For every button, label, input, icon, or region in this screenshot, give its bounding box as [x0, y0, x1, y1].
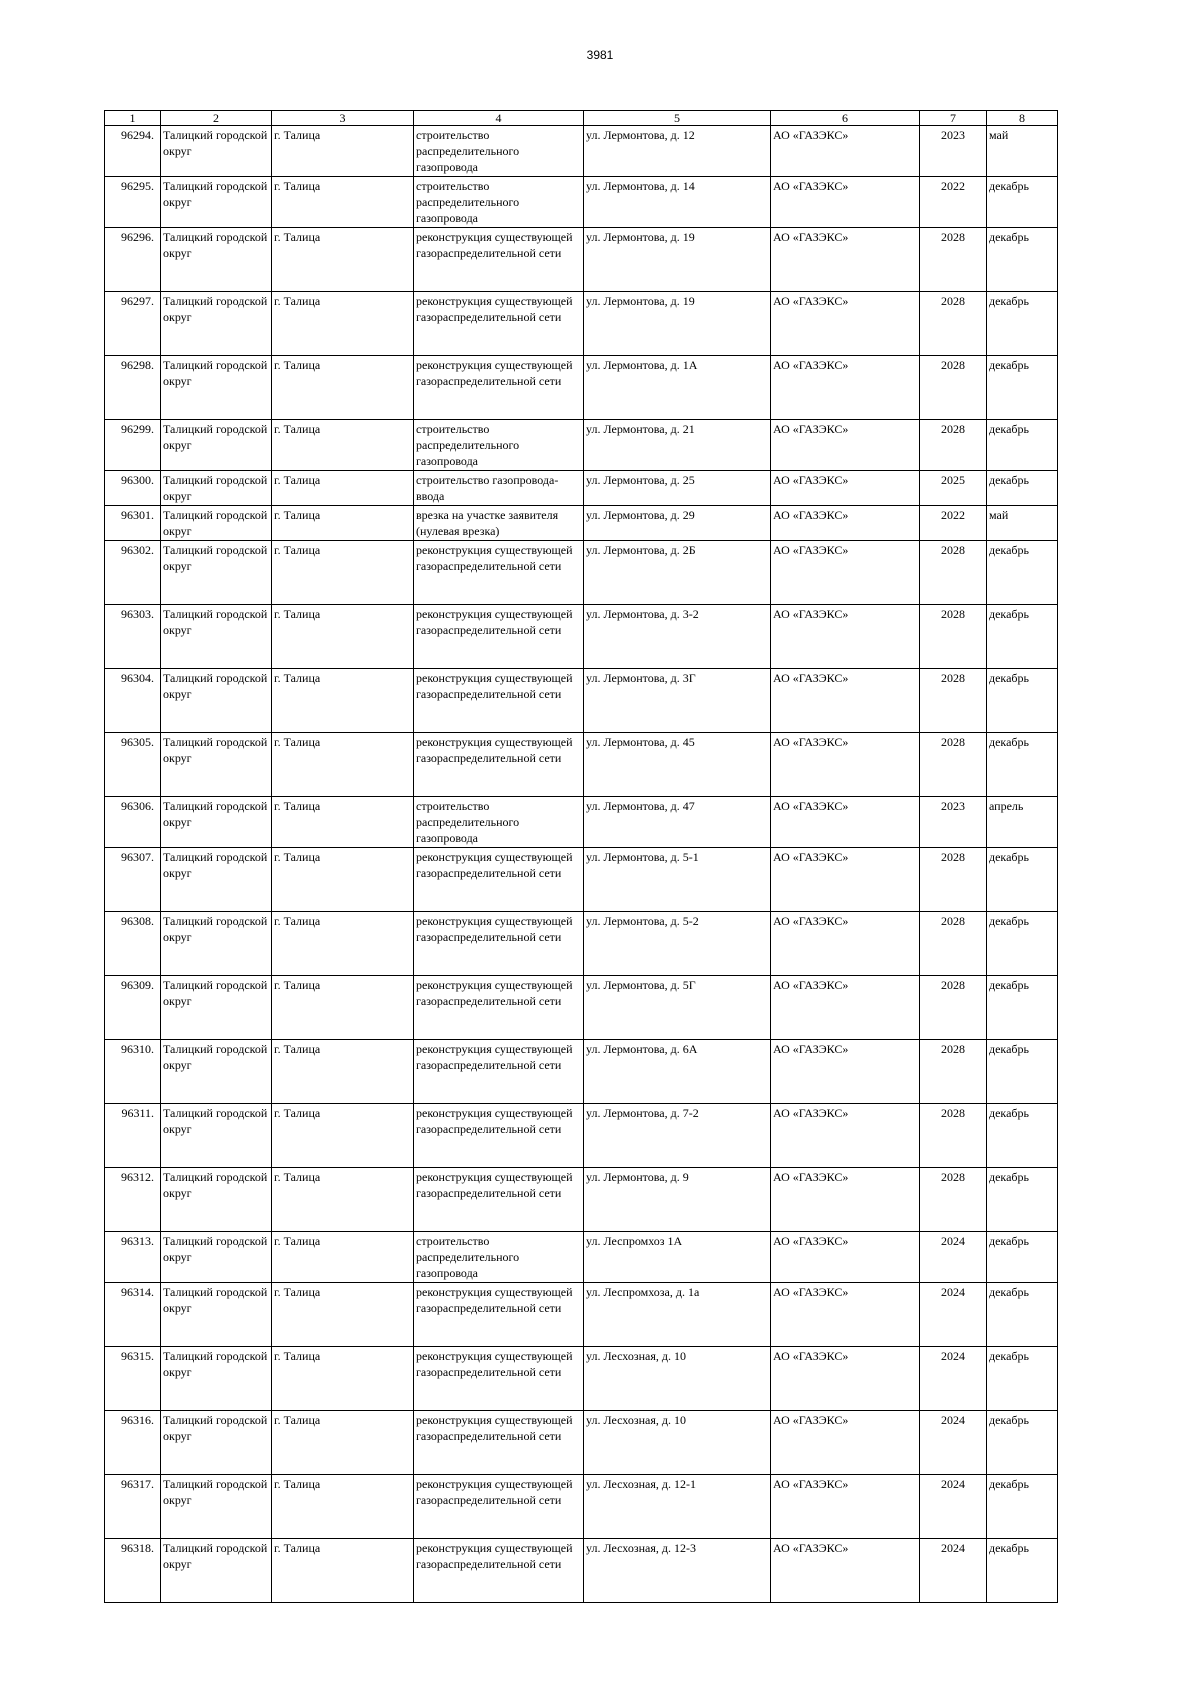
- work-type-cell: строительство распределительного газопровода: [414, 126, 584, 177]
- address-cell: ул. Леспромхоза, д. 1а: [584, 1283, 771, 1347]
- work-type-cell: реконструкция существующей газораспределительной сети: [414, 1475, 584, 1539]
- locality-cell: г. Талица: [272, 1475, 414, 1539]
- address-cell: ул. Лесхозная, д. 12-1: [584, 1475, 771, 1539]
- table-row: [105, 420, 1058, 471]
- locality-cell: г. Талица: [272, 292, 414, 356]
- organization-cell: АО «ГАЗЭКС»: [771, 541, 920, 605]
- organization-cell: АО «ГАЗЭКС»: [771, 1475, 920, 1539]
- address-cell: ул. Лермонтова, д. 3-2: [584, 605, 771, 669]
- district-cell: Талицкий городской округ: [161, 1283, 272, 1347]
- row-number: 96306.: [105, 797, 161, 848]
- organization-cell: АО «ГАЗЭКС»: [771, 1347, 920, 1411]
- address-cell: ул. Лермонтова, д. 25: [584, 471, 771, 506]
- locality-cell: г. Талица: [272, 976, 414, 1040]
- table-row: [105, 356, 1058, 420]
- table-row: [105, 126, 1058, 177]
- work-type-cell: реконструкция существующей газораспределительной сети: [414, 1040, 584, 1104]
- organization-cell: АО «ГАЗЭКС»: [771, 1411, 920, 1475]
- work-type-cell: врезка на участке заявителя (нулевая врезка): [414, 506, 584, 541]
- year-cell: 2028: [920, 912, 987, 976]
- year-cell: 2028: [920, 976, 987, 1040]
- column-number: 3: [272, 111, 414, 126]
- organization-cell: АО «ГАЗЭКС»: [771, 1104, 920, 1168]
- district-cell: Талицкий городской округ: [161, 1539, 272, 1603]
- work-type-cell: реконструкция существующей газораспределительной сети: [414, 1283, 584, 1347]
- table-row: [105, 733, 1058, 797]
- month-cell: декабрь: [987, 356, 1058, 420]
- address-cell: ул. Лермонтова, д. 47: [584, 797, 771, 848]
- year-cell: 2028: [920, 292, 987, 356]
- district-cell: Талицкий городской округ: [161, 228, 272, 292]
- organization-cell: АО «ГАЗЭКС»: [771, 420, 920, 471]
- month-cell: декабрь: [987, 1283, 1058, 1347]
- month-cell: декабрь: [987, 1539, 1058, 1603]
- table-row: [105, 848, 1058, 912]
- district-cell: Талицкий городской округ: [161, 292, 272, 356]
- table-row: [105, 506, 1058, 541]
- month-cell: декабрь: [987, 1475, 1058, 1539]
- row-number: 96302.: [105, 541, 161, 605]
- locality-cell: г. Талица: [272, 848, 414, 912]
- organization-cell: АО «ГАЗЭКС»: [771, 1040, 920, 1104]
- row-number: 96310.: [105, 1040, 161, 1104]
- column-number: 8: [987, 111, 1058, 126]
- organization-cell: АО «ГАЗЭКС»: [771, 605, 920, 669]
- page-number: 3981: [586, 48, 614, 62]
- month-cell: декабрь: [987, 733, 1058, 797]
- address-cell: ул. Лермонтова, д. 14: [584, 177, 771, 228]
- month-cell: декабрь: [987, 292, 1058, 356]
- year-cell: 2028: [920, 356, 987, 420]
- table-row: [105, 1411, 1058, 1475]
- address-cell: ул. Лесхозная, д. 12-3: [584, 1539, 771, 1603]
- month-cell: декабрь: [987, 1232, 1058, 1283]
- work-type-cell: строительство распределительного газопровода: [414, 1232, 584, 1283]
- work-type-cell: реконструкция существующей газораспределительной сети: [414, 1104, 584, 1168]
- month-cell: декабрь: [987, 669, 1058, 733]
- work-type-cell: реконструкция существующей газораспределительной сети: [414, 292, 584, 356]
- district-cell: Талицкий городской округ: [161, 976, 272, 1040]
- district-cell: Талицкий городской округ: [161, 848, 272, 912]
- table-row: [105, 1283, 1058, 1347]
- locality-cell: г. Талица: [272, 356, 414, 420]
- table-row: [105, 605, 1058, 669]
- address-cell: ул. Лермонтова, д. 7-2: [584, 1104, 771, 1168]
- column-number: 5: [584, 111, 771, 126]
- row-number: 96309.: [105, 976, 161, 1040]
- month-cell: декабрь: [987, 541, 1058, 605]
- organization-cell: АО «ГАЗЭКС»: [771, 126, 920, 177]
- month-cell: декабрь: [987, 976, 1058, 1040]
- locality-cell: г. Талица: [272, 1283, 414, 1347]
- address-cell: ул. Лесхозная, д. 10: [584, 1347, 771, 1411]
- address-cell: ул. Лермонтова, д. 45: [584, 733, 771, 797]
- row-number: 96299.: [105, 420, 161, 471]
- locality-cell: г. Талица: [272, 541, 414, 605]
- table-row: [105, 1347, 1058, 1411]
- locality-cell: г. Талица: [272, 177, 414, 228]
- organization-cell: АО «ГАЗЭКС»: [771, 1232, 920, 1283]
- work-type-cell: строительство распределительного газопровода: [414, 797, 584, 848]
- work-type-cell: реконструкция существующей газораспределительной сети: [414, 733, 584, 797]
- year-cell: 2028: [920, 848, 987, 912]
- locality-cell: г. Талица: [272, 1040, 414, 1104]
- table-row: [105, 292, 1058, 356]
- table-row: [105, 541, 1058, 605]
- work-type-cell: реконструкция существующей газораспределительной сети: [414, 605, 584, 669]
- district-cell: Талицкий городской округ: [161, 420, 272, 471]
- district-cell: Талицкий городской округ: [161, 1168, 272, 1232]
- work-type-cell: реконструкция существующей газораспределительной сети: [414, 848, 584, 912]
- year-cell: 2028: [920, 420, 987, 471]
- year-cell: 2024: [920, 1347, 987, 1411]
- locality-cell: г. Талица: [272, 1347, 414, 1411]
- organization-cell: АО «ГАЗЭКС»: [771, 506, 920, 541]
- year-cell: 2025: [920, 471, 987, 506]
- month-cell: декабрь: [987, 1168, 1058, 1232]
- year-cell: 2023: [920, 797, 987, 848]
- table-row: [105, 471, 1058, 506]
- locality-cell: г. Талица: [272, 420, 414, 471]
- month-cell: декабрь: [987, 228, 1058, 292]
- district-cell: Талицкий городской округ: [161, 471, 272, 506]
- work-type-cell: реконструкция существующей газораспределительной сети: [414, 356, 584, 420]
- work-type-cell: строительство распределительного газопровода: [414, 177, 584, 228]
- district-cell: Талицкий городской округ: [161, 541, 272, 605]
- organization-cell: АО «ГАЗЭКС»: [771, 848, 920, 912]
- district-cell: Талицкий городской округ: [161, 1040, 272, 1104]
- organization-cell: АО «ГАЗЭКС»: [771, 1283, 920, 1347]
- month-cell: декабрь: [987, 912, 1058, 976]
- work-type-cell: реконструкция существующей газораспределительной сети: [414, 228, 584, 292]
- work-type-cell: реконструкция существующей газораспределительной сети: [414, 669, 584, 733]
- locality-cell: г. Талица: [272, 912, 414, 976]
- column-number: 6: [771, 111, 920, 126]
- year-cell: 2028: [920, 669, 987, 733]
- year-cell: 2028: [920, 1104, 987, 1168]
- table-row: [105, 1232, 1058, 1283]
- locality-cell: г. Талица: [272, 605, 414, 669]
- row-number: 96303.: [105, 605, 161, 669]
- organization-cell: АО «ГАЗЭКС»: [771, 471, 920, 506]
- organization-cell: АО «ГАЗЭКС»: [771, 177, 920, 228]
- row-number: 96298.: [105, 356, 161, 420]
- year-cell: 2028: [920, 541, 987, 605]
- table-row: [105, 669, 1058, 733]
- year-cell: 2028: [920, 228, 987, 292]
- work-type-cell: реконструкция существующей газораспределительной сети: [414, 976, 584, 1040]
- month-cell: декабрь: [987, 471, 1058, 506]
- table-body: [105, 126, 1058, 1603]
- table-row: [105, 1104, 1058, 1168]
- district-cell: Талицкий городской округ: [161, 126, 272, 177]
- year-cell: 2023: [920, 126, 987, 177]
- row-number: 96315.: [105, 1347, 161, 1411]
- address-cell: ул. Лермонтова, д. 19: [584, 292, 771, 356]
- address-cell: ул. Лермонтова, д. 5-2: [584, 912, 771, 976]
- row-number: 96301.: [105, 506, 161, 541]
- organization-cell: АО «ГАЗЭКС»: [771, 1539, 920, 1603]
- locality-cell: г. Талица: [272, 1168, 414, 1232]
- table-row: [105, 976, 1058, 1040]
- district-cell: Талицкий городской округ: [161, 669, 272, 733]
- address-cell: ул. Лермонтова, д. 9: [584, 1168, 771, 1232]
- month-cell: декабрь: [987, 605, 1058, 669]
- row-number: 96300.: [105, 471, 161, 506]
- table-row: [105, 797, 1058, 848]
- district-cell: Талицкий городской округ: [161, 356, 272, 420]
- district-cell: Талицкий городской округ: [161, 1475, 272, 1539]
- organization-cell: АО «ГАЗЭКС»: [771, 228, 920, 292]
- address-cell: ул. Лермонтова, д. 6А: [584, 1040, 771, 1104]
- month-cell: декабрь: [987, 1347, 1058, 1411]
- table-row: [105, 228, 1058, 292]
- district-cell: Талицкий городской округ: [161, 1411, 272, 1475]
- address-cell: ул. Лермонтова, д. 5-1: [584, 848, 771, 912]
- year-cell: 2024: [920, 1232, 987, 1283]
- organization-cell: АО «ГАЗЭКС»: [771, 292, 920, 356]
- row-number: 96297.: [105, 292, 161, 356]
- table-row: [105, 1475, 1058, 1539]
- work-type-cell: реконструкция существующей газораспределительной сети: [414, 912, 584, 976]
- row-number: 96313.: [105, 1232, 161, 1283]
- year-cell: 2024: [920, 1283, 987, 1347]
- table-row: [105, 1539, 1058, 1603]
- address-cell: ул. Лермонтова, д. 2Б: [584, 541, 771, 605]
- district-cell: Талицкий городской округ: [161, 912, 272, 976]
- organization-cell: АО «ГАЗЭКС»: [771, 797, 920, 848]
- address-cell: ул. Лермонтова, д. 5Г: [584, 976, 771, 1040]
- gas-works-table: [104, 110, 1058, 1603]
- month-cell: декабрь: [987, 1040, 1058, 1104]
- row-number: 96317.: [105, 1475, 161, 1539]
- year-cell: 2022: [920, 177, 987, 228]
- locality-cell: г. Талица: [272, 471, 414, 506]
- district-cell: Талицкий городской округ: [161, 605, 272, 669]
- organization-cell: АО «ГАЗЭКС»: [771, 733, 920, 797]
- work-type-cell: реконструкция существующей газораспределительной сети: [414, 541, 584, 605]
- year-cell: 2028: [920, 1168, 987, 1232]
- district-cell: Талицкий городской округ: [161, 1232, 272, 1283]
- row-number: 96308.: [105, 912, 161, 976]
- row-number: 96314.: [105, 1283, 161, 1347]
- organization-cell: АО «ГАЗЭКС»: [771, 356, 920, 420]
- work-type-cell: строительство газопровода-ввода: [414, 471, 584, 506]
- year-cell: 2024: [920, 1475, 987, 1539]
- locality-cell: г. Талица: [272, 126, 414, 177]
- address-cell: ул. Лермонтова, д. 3Г: [584, 669, 771, 733]
- year-cell: 2024: [920, 1539, 987, 1603]
- month-cell: декабрь: [987, 177, 1058, 228]
- address-cell: ул. Лермонтова, д. 29: [584, 506, 771, 541]
- row-number: 96304.: [105, 669, 161, 733]
- work-type-cell: строительство распределительного газопровода: [414, 420, 584, 471]
- row-number: 96294.: [105, 126, 161, 177]
- locality-cell: г. Талица: [272, 733, 414, 797]
- address-cell: ул. Лермонтова, д. 12: [584, 126, 771, 177]
- table-row: [105, 912, 1058, 976]
- table-row: [105, 1168, 1058, 1232]
- organization-cell: АО «ГАЗЭКС»: [771, 912, 920, 976]
- address-cell: ул. Лермонтова, д. 21: [584, 420, 771, 471]
- organization-cell: АО «ГАЗЭКС»: [771, 669, 920, 733]
- locality-cell: г. Талица: [272, 797, 414, 848]
- row-number: 96307.: [105, 848, 161, 912]
- row-number: 96295.: [105, 177, 161, 228]
- row-number: 96316.: [105, 1411, 161, 1475]
- locality-cell: г. Талица: [272, 228, 414, 292]
- address-cell: ул. Лермонтова, д. 1А: [584, 356, 771, 420]
- month-cell: декабрь: [987, 1104, 1058, 1168]
- district-cell: Талицкий городской округ: [161, 1347, 272, 1411]
- district-cell: Талицкий городской округ: [161, 177, 272, 228]
- address-cell: ул. Лесхозная, д. 10: [584, 1411, 771, 1475]
- work-type-cell: реконструкция существующей газораспределительной сети: [414, 1347, 584, 1411]
- district-cell: Талицкий городской округ: [161, 797, 272, 848]
- organization-cell: АО «ГАЗЭКС»: [771, 1168, 920, 1232]
- column-number: 2: [161, 111, 272, 126]
- year-cell: 2028: [920, 1040, 987, 1104]
- locality-cell: г. Талица: [272, 1411, 414, 1475]
- district-cell: Талицкий городской округ: [161, 506, 272, 541]
- year-cell: 2022: [920, 506, 987, 541]
- column-number: 4: [414, 111, 584, 126]
- table-row: [105, 177, 1058, 228]
- row-number: 96296.: [105, 228, 161, 292]
- month-cell: декабрь: [987, 420, 1058, 471]
- month-cell: декабрь: [987, 1411, 1058, 1475]
- address-cell: ул. Леспромхоз 1А: [584, 1232, 771, 1283]
- row-number: 96305.: [105, 733, 161, 797]
- column-number: 1: [105, 111, 161, 126]
- month-cell: май: [987, 506, 1058, 541]
- year-cell: 2024: [920, 1411, 987, 1475]
- district-cell: Талицкий городской округ: [161, 1104, 272, 1168]
- column-number-row: [105, 111, 1058, 126]
- year-cell: 2028: [920, 605, 987, 669]
- table-row: [105, 1040, 1058, 1104]
- district-cell: Талицкий городской округ: [161, 733, 272, 797]
- work-type-cell: реконструкция существующей газораспределительной сети: [414, 1411, 584, 1475]
- locality-cell: г. Талица: [272, 1232, 414, 1283]
- address-cell: ул. Лермонтова, д. 19: [584, 228, 771, 292]
- organization-cell: АО «ГАЗЭКС»: [771, 976, 920, 1040]
- locality-cell: г. Талица: [272, 1539, 414, 1603]
- row-number: 96318.: [105, 1539, 161, 1603]
- work-type-cell: реконструкция существующей газораспределительной сети: [414, 1168, 584, 1232]
- month-cell: апрель: [987, 797, 1058, 848]
- locality-cell: г. Талица: [272, 1104, 414, 1168]
- work-type-cell: реконструкция существующей газораспределительной сети: [414, 1539, 584, 1603]
- locality-cell: г. Талица: [272, 669, 414, 733]
- column-number: 7: [920, 111, 987, 126]
- year-cell: 2028: [920, 733, 987, 797]
- month-cell: май: [987, 126, 1058, 177]
- row-number: 96311.: [105, 1104, 161, 1168]
- month-cell: декабрь: [987, 848, 1058, 912]
- locality-cell: г. Талица: [272, 506, 414, 541]
- row-number: 96312.: [105, 1168, 161, 1232]
